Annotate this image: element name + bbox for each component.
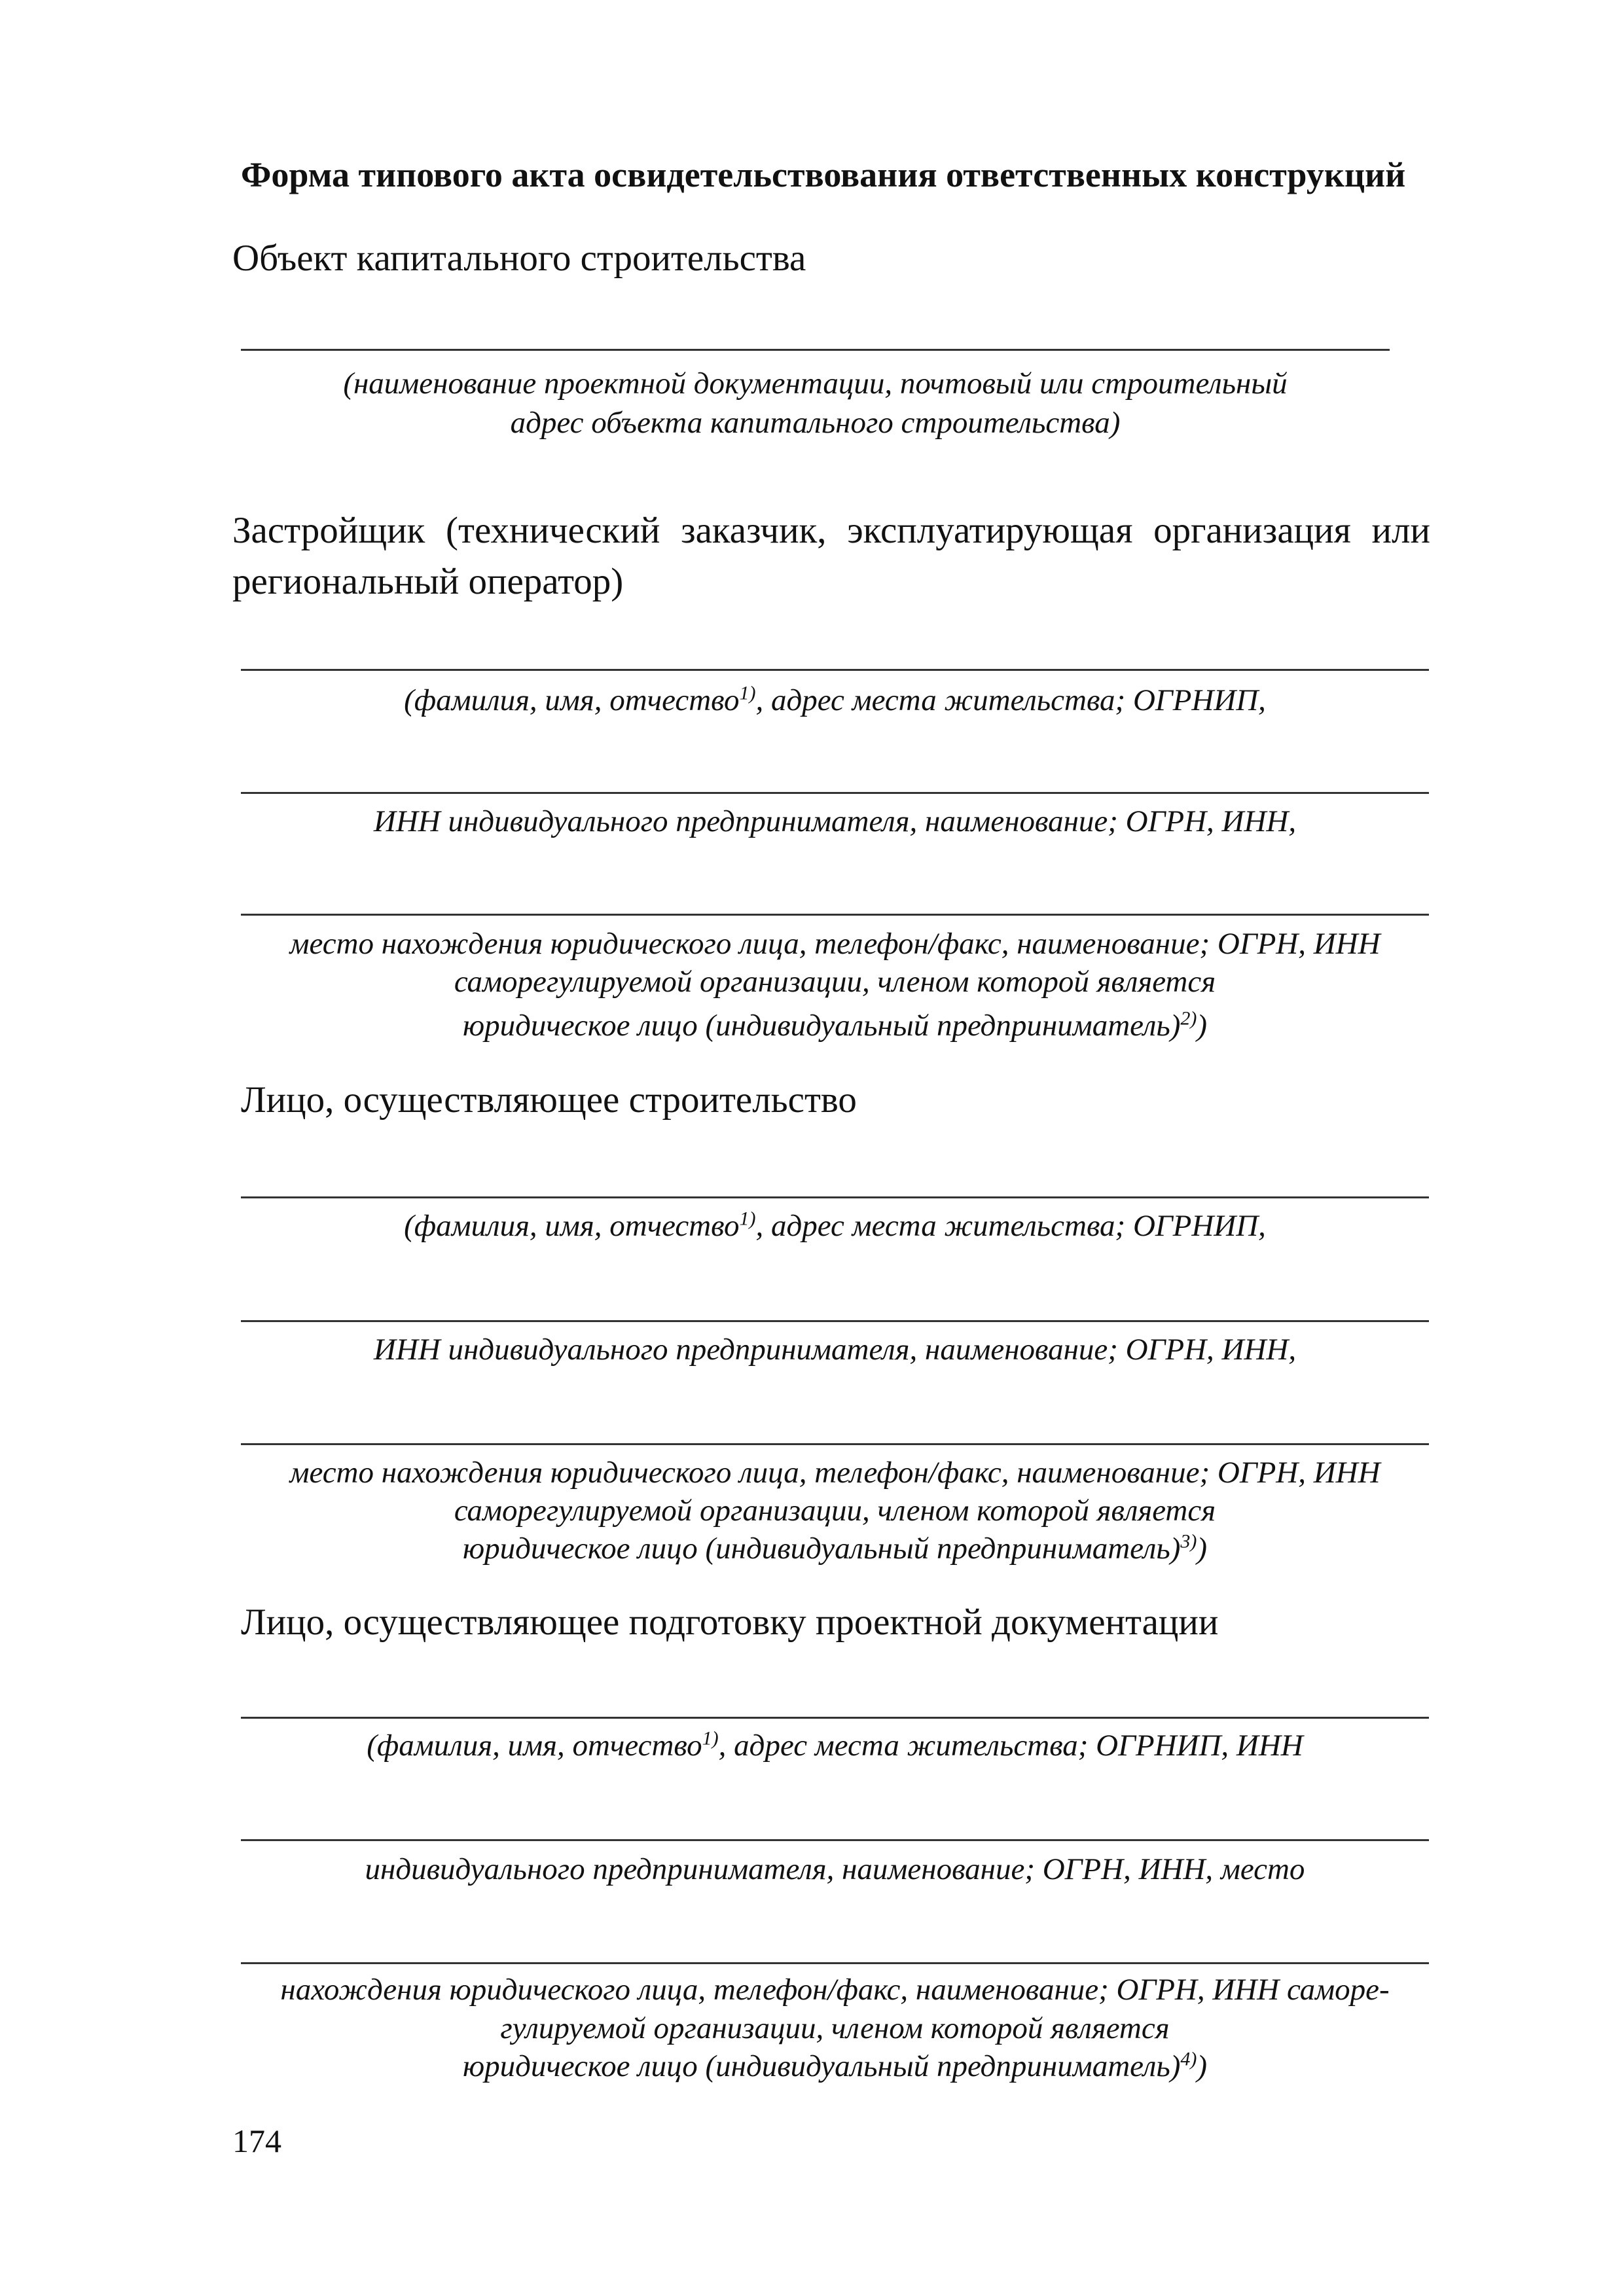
designer-input-line-2[interactable]: [241, 1839, 1429, 1841]
developer-caption-4: саморегулируемой организации, членом которой является: [454, 965, 1216, 999]
builder-caption-5: юридическое лицо (индивидуальный предприниматель)$^{3)}$): [462, 1530, 1208, 1566]
developer-input-line-3[interactable]: [241, 914, 1429, 916]
developer-caption-1: (фамилия, имя, отчество$^{1)}$, адрес места жительства; ОГРНИП,: [404, 682, 1266, 717]
object-caption-2: адрес объекта капитального строительства): [510, 406, 1121, 440]
builder-caption-2: ИНН индивидуального предпринимателя, наименование; ОГРН, ИНН,: [373, 1333, 1297, 1367]
designer-caption-5: юридическое лицо (индивидуальный предприниматель)$^{4)}$): [462, 2048, 1208, 2083]
builder-input-line-3[interactable]: [241, 1443, 1429, 1445]
builder-caption-1: (фамилия, имя, отчество$^{1)}$, адрес места жительства; ОГРНИП,: [404, 1208, 1266, 1243]
developer-input-line-1[interactable]: [241, 669, 1429, 671]
page-number: 174: [232, 2123, 281, 2159]
object-caption-1: (наименование проектной документации, почтовый или строительный: [343, 367, 1288, 401]
builder-caption-3: место нахождения юридического лица, телефон/факс, наименование; ОГРН, ИНН: [289, 1456, 1380, 1490]
builder-input-line-2[interactable]: [241, 1320, 1429, 1322]
designer-caption-1: (фамилия, имя, отчество$^{1)}$, адрес места жительства; ОГРНИП, ИНН: [367, 1727, 1303, 1763]
developer-caption-3: место нахождения юридического лица, телефон/факс, наименование; ОГРН, ИНН: [289, 927, 1380, 961]
designer-caption-4: гулируемой организации, членом которой является: [500, 2011, 1170, 2045]
designer-input-line-3[interactable]: [241, 1962, 1429, 1964]
developer-heading-line-1: Застройщик (технический заказчик, эксплуатирующая организация или: [232, 510, 1430, 551]
designer-heading: Лицо, осуществляющее подготовку проектной документации: [241, 1602, 1219, 1643]
developer-caption-2: ИНН индивидуального предпринимателя, наименование; ОГРН, ИНН,: [373, 804, 1297, 838]
builder-caption-4: саморегулируемой организации, членом которой является: [454, 1494, 1216, 1528]
object-input-line[interactable]: [241, 349, 1390, 351]
developer-input-line-2[interactable]: [241, 792, 1429, 794]
designer-caption-2: индивидуального предпринимателя, наименование; ОГРН, ИНН, место: [365, 1852, 1305, 1886]
designer-caption-3: нахождения юридического лица, телефон/факс, наименование; ОГРН, ИНН саморе-: [280, 1973, 1390, 2007]
developer-caption-5: юридическое лицо (индивидуальный предприниматель)$^{2)}$): [462, 1007, 1208, 1043]
designer-input-line-1[interactable]: [241, 1717, 1429, 1719]
document-title: Форма типового акта освидетельствования ответственных конструкций: [241, 155, 1406, 194]
builder-heading: Лицо, осуществляющее строительство: [241, 1079, 857, 1121]
builder-input-line-1[interactable]: [241, 1196, 1429, 1198]
object-heading: Объект капитального строительства: [232, 238, 806, 279]
developer-heading-line-2: региональный оператор): [232, 561, 624, 602]
